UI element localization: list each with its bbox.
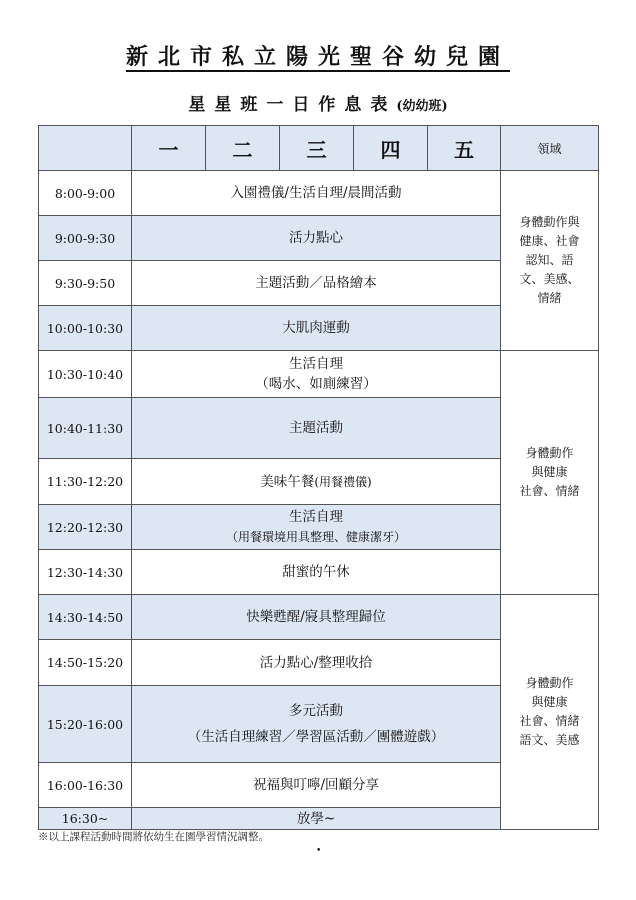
time-cell: 16:00-16:30 [39,763,132,808]
activity-cell: 祝福與叮嚀/回顧分享 [132,763,501,808]
activity-cell: 多元活動 （生活自理練習／學習區活動／團體遊戲） [132,686,501,763]
header-row [39,126,599,171]
time-cell: 11:30-12:20 [39,459,132,505]
domain-cell-3: 身體動作 與健康 社會、情緒 語文、美感 [501,595,599,830]
time-cell: 9:00-9:30 [39,216,132,261]
time-cell: 8:00-9:00 [39,171,132,216]
day-header-thu: 四 [354,126,428,171]
page-title: 新北市私立陽光聖谷幼兒園 [125,44,510,70]
footer-dot: • [316,846,322,856]
activity-cell: 入園禮儀/生活自理/晨間活動 [132,171,501,216]
footer-note: ※以上課程活動時間將依幼生在園學習情況調整。 [38,831,269,843]
time-cell: 12:20-12:30 [39,505,132,550]
schedule-subtitle [0,90,636,115]
time-cell: 15:20-16:00 [39,686,132,763]
time-cell: 10:40-11:30 [39,398,132,459]
domain-header: 領域 [501,126,599,171]
time-cell: 9:30-9:50 [39,261,132,306]
day-header-wed: 三 [280,126,354,171]
time-cell: 10:00-10:30 [39,306,132,351]
time-cell: 10:30-10:40 [39,351,132,398]
table-row [39,171,599,216]
corner-cell [39,126,132,171]
activity-cell: 活力點心/整理收拾 [132,640,501,686]
day-header-fri: 五 [428,126,501,171]
time-cell: 12:30-14:30 [39,550,132,595]
activity-cell: 大肌肉運動 [132,306,501,351]
table-row [39,595,599,640]
schedule-table [38,125,599,830]
activity-cell: 主題活動／品格繪本 [132,261,501,306]
day-header-mon: 一 [132,126,206,171]
activity-cell: 美味午餐(用餐禮儀) [132,459,501,505]
subtitle-class: (幼幼班) [396,99,448,114]
activity-cell: 活力點心 [132,216,501,261]
activity-cell: 放學~ [132,808,501,830]
table-row [39,351,599,398]
activity-cell: 生活自理 （喝水、如廁練習） [132,351,501,398]
activity-cell: 主題活動 [132,398,501,459]
time-cell: 16:30~ [39,808,132,830]
time-cell: 14:50-15:20 [39,640,132,686]
subtitle-main: 星星班一日作息表 [188,95,397,115]
time-cell: 14:30-14:50 [39,595,132,640]
domain-cell-1: 身體動作與 健康、社會 認知、語 文、美感、 情緒 [501,171,599,351]
day-header-tue: 二 [206,126,280,171]
activity-cell: 甜蜜的午休 [132,550,501,595]
activity-cell: 生活自理 （用餐環境用具整理、健康潔牙） [132,505,501,550]
activity-cell: 快樂甦醒/寢具整理歸位 [132,595,501,640]
domain-cell-2: 身體動作 與健康 社會、情緒 [501,351,599,595]
